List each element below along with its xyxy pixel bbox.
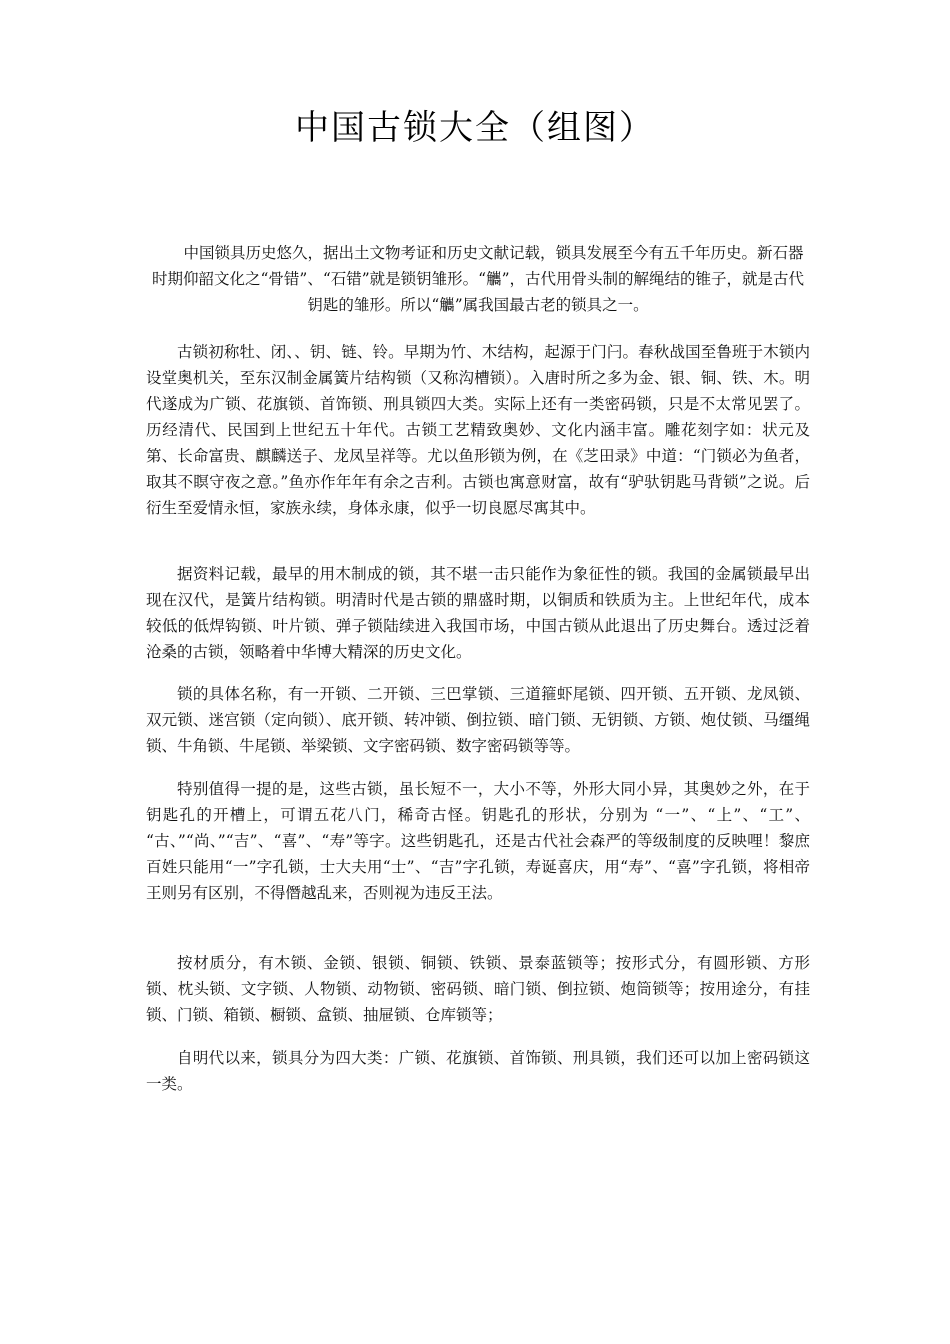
paragraph-four-categories: 自明代以来，锁具分为四大类：广锁、花旗锁、首饰锁、刑具锁，我们还可以加上密码锁这一类。 bbox=[146, 1049, 810, 1093]
paragraph-history-origin: 中国锁具历史悠久，据出土文物考证和历史文献记载，锁具发展至今有五千年历史。新石器时期仰韶文化之“骨错”、“石错”就是锁钥雏形。“觿”，古代用骨头制的解绳结的锥子，就是古代钥匙的雏形。所以“觿”属我国最古老的锁具之一。 bbox=[151, 244, 805, 314]
paragraph-lock-names: 锁的具体名称，有一开锁、二开锁、三巴掌锁、三道箍虾尾锁、四开锁、五开锁、龙凤锁、双元锁、迷宫锁（定向锁）、底开锁、转冲锁、倒拉锁、暗门锁、无钥锁、方锁、炮仗锁、马缰绳锁、牛角锁、牛尾锁、举梁锁、文字密码锁、数字密码锁等等。 bbox=[146, 685, 810, 755]
document-title: 中国古锁大全（组图） bbox=[295, 108, 655, 148]
paragraph-keyholes: 特别值得一提的是，这些古锁，虽长短不一，大小不等，外形大同小异，其奥妙之外，在于钥匙孔的开槽上，可谓五花八门，稀奇古怪。钥匙孔的形状，分别为 “一”、“上”、“工”、 “古、”“尚、”“吉”、“喜”、“寿”等字。这些钥匙孔，还是古代社会森严的等级制度的反映哩！黎庶百姓只能用“一”字孔锁，士大夫用“士”、“吉”字孔锁，寿诞喜庆，用“寿”、“喜”字孔锁，将相帝王则另有区别，不得僭越乱来，否则视为违反王法。 bbox=[146, 780, 810, 902]
paragraph-early-locks: 古锁初称牡、闭、、钥、链、铃。早期为竹、木结构，起源于门闩。春秋战国至鲁班于木锁内设堂奥机关，至东汉制金属簧片结构锁（又称沟槽锁）。入唐时所之多为金、银、铜、铁、木。明代遂成为广锁、花旗锁、首饰锁、刑具锁四大类。实际上还有一类密码锁，只是不太常见罢了。历经清代、民国到上世纪五十年代。古锁工艺精致奥妙、文化内涵丰富。雕花刻字如：状元及第、长命富贵、麒麟送子、龙凤呈祥等。尤以鱼形锁为例，在《芝田录》中道：“门锁必为鱼者，取其不瞑守夜之意。”鱼亦作年年有余之吉利。古锁也寓意财富，故有“驴驮钥匙马背锁”之说。后衍生至爱情永恒，家族永续，身体永康，似乎一切良愿尽寓其中。 bbox=[146, 343, 810, 517]
paragraph-classification: 按材质分，有木锁、金锁、银锁、铜锁、铁锁、景泰蓝锁等；按形式分，有圆形锁、方形锁、枕头锁、文字锁、人物锁、动物锁、密码锁、暗门锁、倒拉锁、炮筒锁等；按用途分，有挂锁、门锁、箱锁、橱锁、盒锁、抽屉锁、仓库锁等； bbox=[146, 954, 810, 1024]
paragraph-metal-locks: 据资料记载，最早的用木制成的锁，其不堪一击只能作为象征性的锁。我国的金属锁最早出现在汉代，是簧片结构锁。明清时代是古锁的鼎盛时期，以铜质和铁质为主。上世纪年代，成本较低的低焊钩锁、叶片锁、弹子锁陆续进入我国市场，中国古锁从此退出了历史舞台。透过泛着沧桑的古锁，领略着中华博大精深的历史文化。 bbox=[146, 565, 810, 661]
